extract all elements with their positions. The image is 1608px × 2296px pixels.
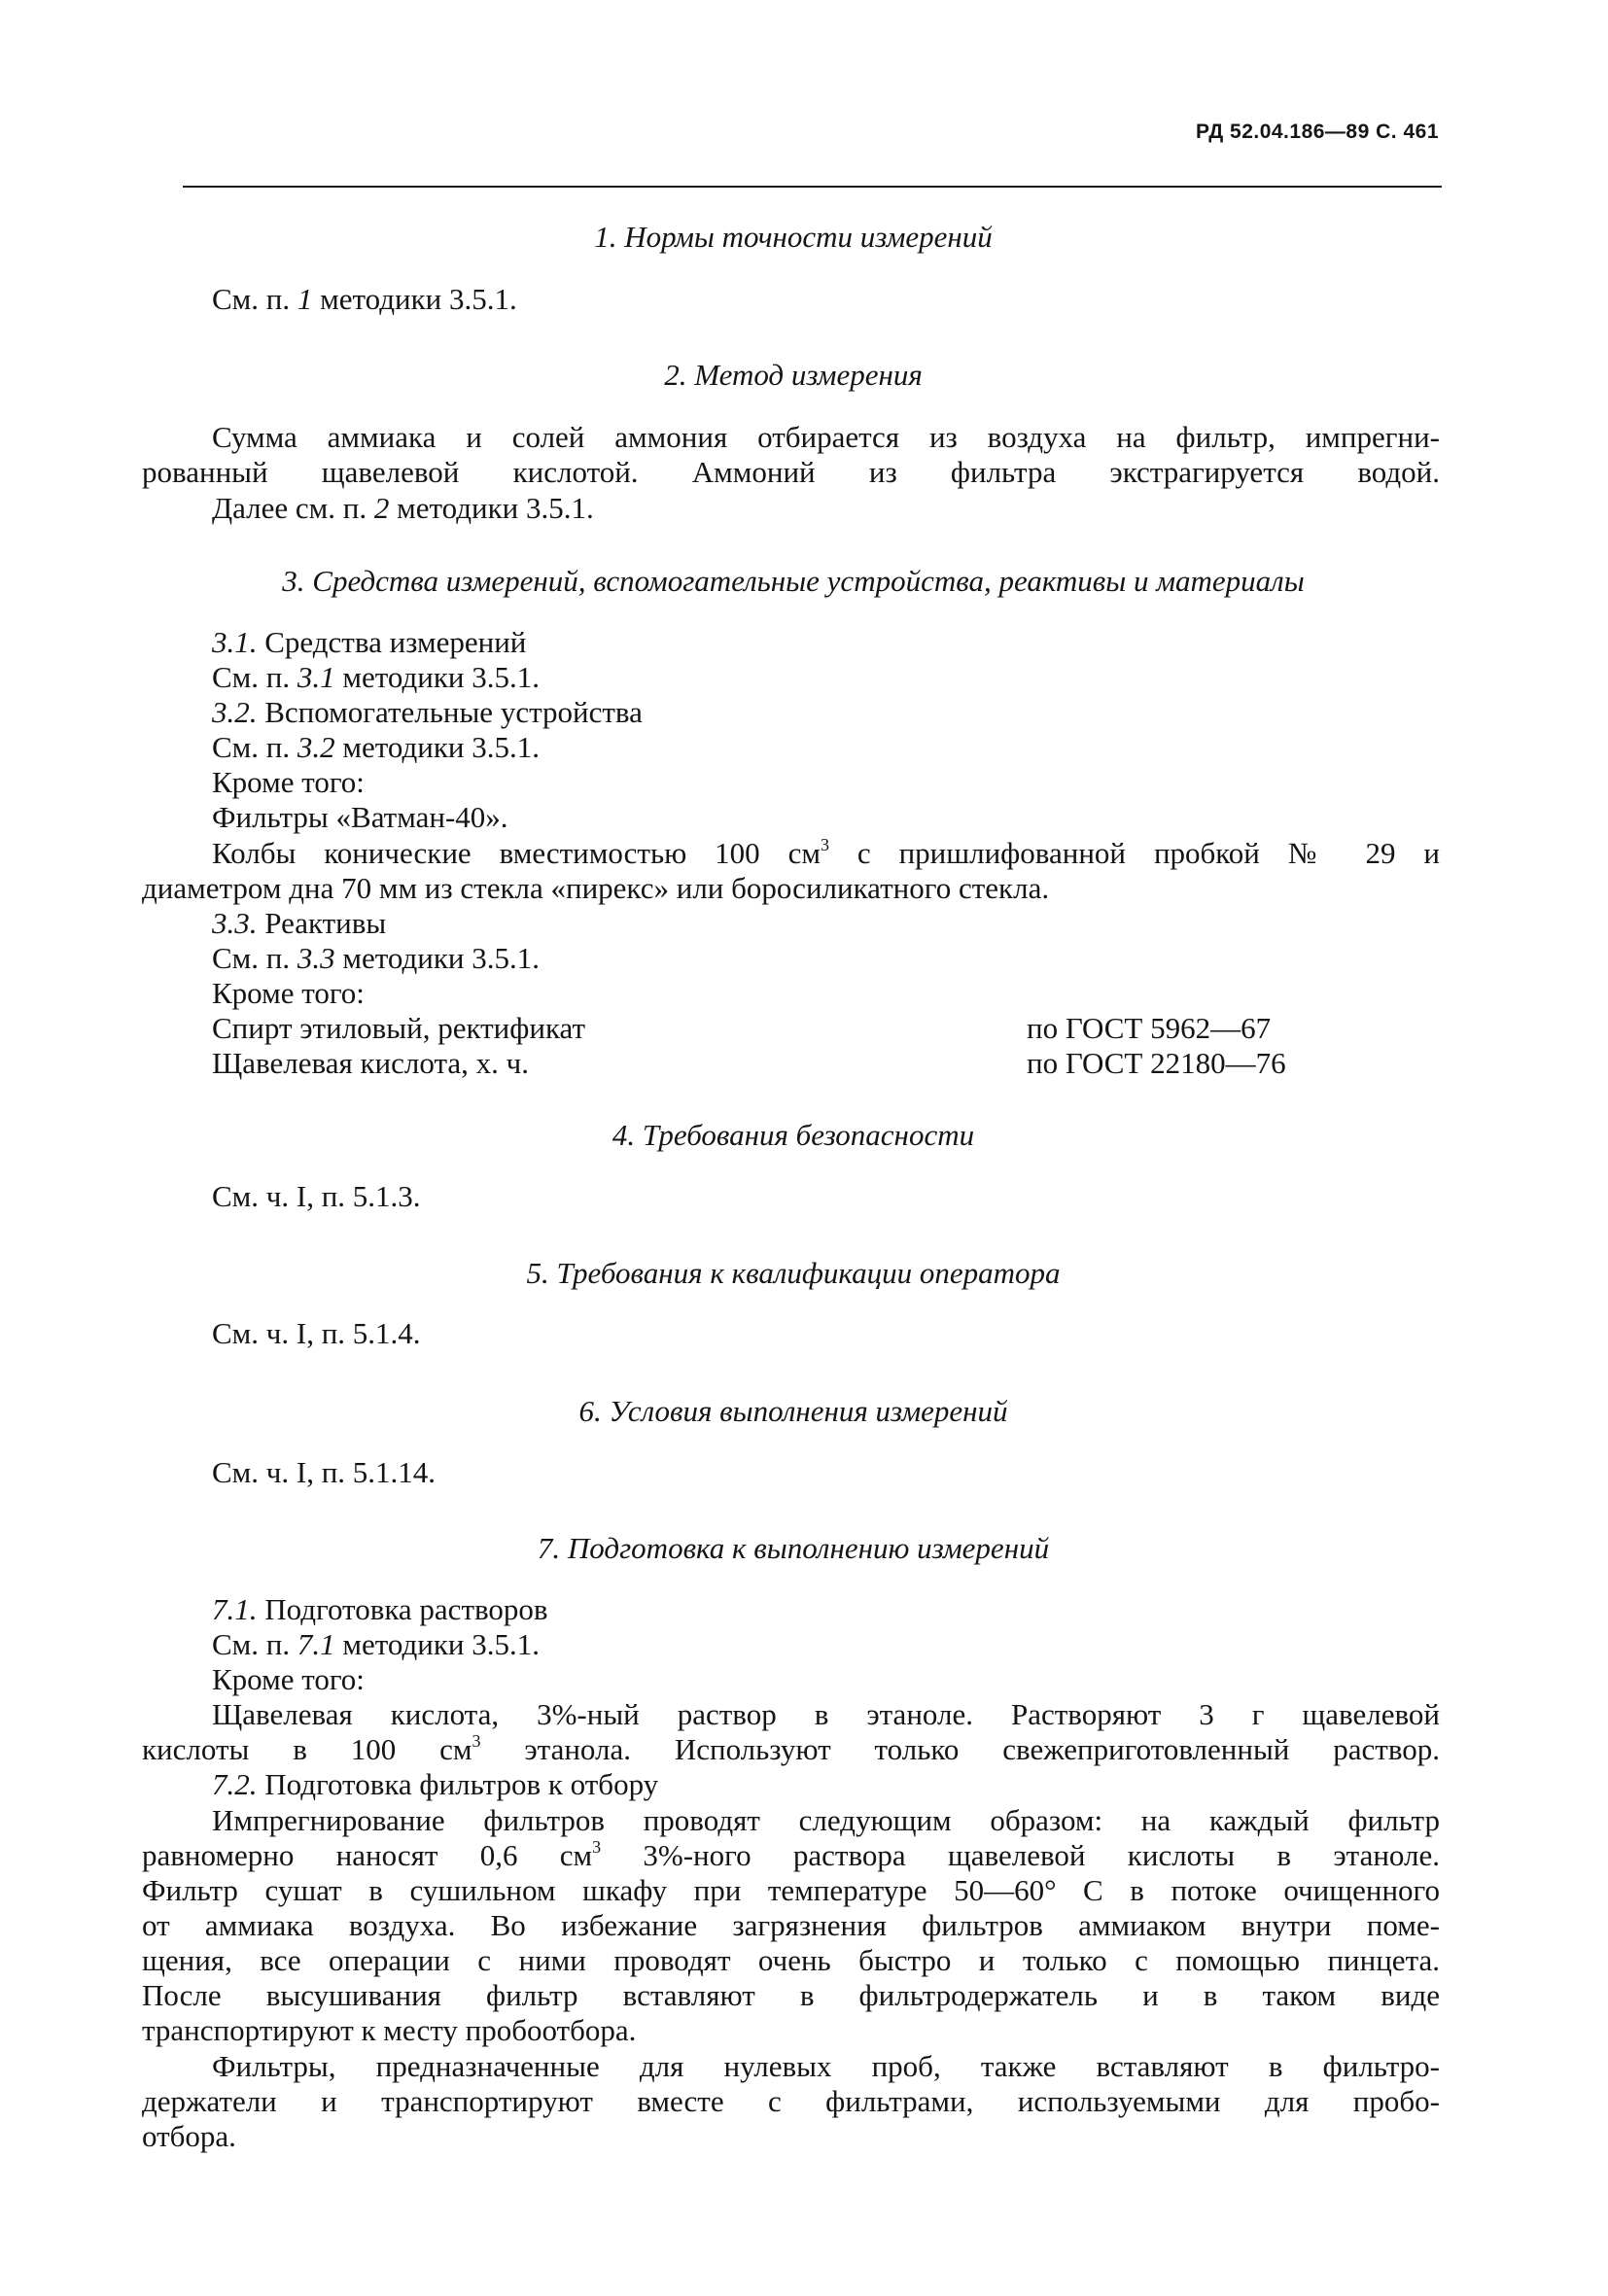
ref-text: См. п. [212, 941, 297, 975]
ref-text: Далее см. п. [212, 491, 374, 525]
ref-number: 2 [373, 491, 390, 525]
ref-text: См. п. [212, 282, 297, 316]
section-4-reference: См. ч. I, п. 5.1.3. [212, 1179, 421, 1213]
superscript: 3 [592, 1836, 602, 1857]
ref-text: методики 3.5.1. [334, 730, 541, 764]
running-header: РД 52.04.186—89 С. 461 [1196, 121, 1439, 143]
subsection-text: Подготовка растворов [257, 1592, 548, 1626]
header-rule [183, 186, 1442, 188]
impregnation-text: равномерно наносят 0,6 см [142, 1838, 593, 1872]
ref-text: методики 3.5.1. [334, 660, 541, 694]
besides-label: Кроме того: [212, 1662, 365, 1696]
impregnation-line-4: от аммиака воздуха. Во избежание загрязнения фильтров аммиаком внутри поме- [142, 1908, 1440, 1942]
solution-line-1: Щавелевая кислота, 3%-ный раствор в этаноле. Растворяют 3 г щавелевой [212, 1697, 1440, 1731]
subsection-3-1-reference [212, 660, 540, 695]
subsection-3-3-title [212, 906, 386, 941]
reagent-1-standard: по ГОСТ 5962—67 [1027, 1011, 1272, 1045]
section-2-line-2: рованный щавелевой кислотой. Аммоний из фильтра экстрагируется водой. [142, 455, 1440, 489]
ref-text: методики 3.5.1. [334, 1627, 541, 1661]
solution-text: этанола. Используют только свежеприготовленный раствор. [480, 1732, 1440, 1766]
subsection-3-2-title [212, 695, 643, 730]
subsection-text: Реактивы [257, 906, 387, 940]
impregnation-line-6: После высушивания фильтр вставляют в фильтродержатель и в таком виде [142, 1978, 1440, 2012]
flasks-text: Колбы конические вместимостью 100 см [212, 836, 821, 870]
ref-number: 3.1 [297, 660, 335, 694]
flasks-line-1 [212, 836, 1440, 871]
solution-text: кислоты в 100 см [142, 1732, 472, 1766]
subsection-3-1-title [212, 625, 526, 660]
section-5-reference: См. ч. I, п. 5.1.4. [212, 1316, 421, 1350]
zero-sample-line-2: держатели и транспортируют вместе с фильтрами, используемыми для пробо- [142, 2084, 1440, 2118]
reagent-2: Щавелевая кислота, х. ч. [212, 1046, 529, 1080]
impregnation-line-5: щения, все операции с ними проводят очень быстро и только с помощью пинцета. [142, 1943, 1440, 1977]
subsection-7-2-title [212, 1767, 658, 1802]
flasks-text: с пришлифованной пробкой № 29 и [828, 836, 1440, 870]
ref-number: 7.1 [297, 1627, 335, 1661]
section-1-reference [212, 282, 517, 317]
superscript: 3 [820, 834, 829, 854]
ref-text: методики 3.5.1. [389, 491, 594, 525]
section-2-heading: 2. Метод измерения [664, 358, 923, 392]
section-6-reference: См. ч. I, п. 5.1.14. [212, 1455, 437, 1489]
ref-number: 3.3 [297, 941, 335, 975]
section-7-heading: 7. Подготовка к выполнению измерений [537, 1531, 1050, 1565]
subsection-text: Подготовка фильтров к отбору [257, 1767, 659, 1801]
subsection-3-2-reference [212, 730, 540, 765]
section-2-line-3 [212, 491, 594, 526]
subsection-7-1-reference [212, 1627, 540, 1662]
subsection-text: Вспомогательные устройства [257, 695, 643, 729]
zero-sample-line-3: отбора. [142, 2119, 236, 2153]
subsection-number: 3.2. [212, 695, 258, 729]
subsection-3-3-reference [212, 941, 540, 976]
reagent-2-standard: по ГОСТ 22180—76 [1027, 1046, 1286, 1080]
ref-number: 1 [297, 282, 313, 316]
reagent-1: Спирт этиловый, ректификат [212, 1011, 586, 1045]
impregnation-text: 3%-ного раствора щавелевой кислоты в этаноле. [601, 1838, 1440, 1872]
solution-line-2 [142, 1732, 1440, 1767]
subsection-7-1-title [212, 1592, 548, 1627]
section-1-heading: 1. Нормы точности измерений [594, 220, 993, 254]
besides-label: Кроме того: [212, 976, 365, 1010]
flasks-line-2: диаметром дна 70 мм из стекла «пирекс» или боросиликатного стекла. [142, 871, 1050, 905]
filters-item: Фильтры «Ватман-40». [212, 800, 508, 834]
ref-text: методики 3.5.1. [334, 941, 541, 975]
ref-text: См. п. [212, 730, 297, 764]
subsection-text: Средства измерений [257, 625, 527, 659]
impregnation-line-2 [142, 1838, 1440, 1873]
section-3-heading: 3. Средства измерений, вспомогательные устройства, реактивы и материалы [282, 564, 1305, 598]
impregnation-line-1: Импрегнирование фильтров проводят следующим образом: на каждый фильтр [212, 1803, 1440, 1837]
subsection-number: 3.1. [212, 625, 258, 659]
section-5-heading: 5. Требования к квалификации оператора [526, 1256, 1061, 1290]
zero-sample-line-1: Фильтры, предназначенные для нулевых проб, также вставляют в фильтро- [212, 2049, 1440, 2083]
section-4-heading: 4. Требования безопасности [612, 1118, 975, 1152]
superscript: 3 [472, 1730, 481, 1751]
ref-number: 3.2 [297, 730, 335, 764]
subsection-number: 3.3. [212, 906, 258, 940]
subsection-number: 7.1. [212, 1592, 258, 1626]
impregnation-line-7: транспортируют к месту пробоотбора. [142, 2013, 637, 2047]
impregnation-line-3: Фильтр сушат в сушильном шкафу при температуре 50—60° С в потоке очищенного [142, 1873, 1440, 1907]
ref-text: методики 3.5.1. [312, 282, 517, 316]
subsection-number: 7.2. [212, 1767, 258, 1801]
ref-text: См. п. [212, 1627, 297, 1661]
ref-text: См. п. [212, 660, 297, 694]
section-2-line-1: Сумма аммиака и солей аммония отбирается из воздуха на фильтр, импрегни- [212, 420, 1440, 454]
section-6-heading: 6. Условия выполнения измерений [578, 1394, 1008, 1428]
besides-label: Кроме того: [212, 765, 365, 799]
